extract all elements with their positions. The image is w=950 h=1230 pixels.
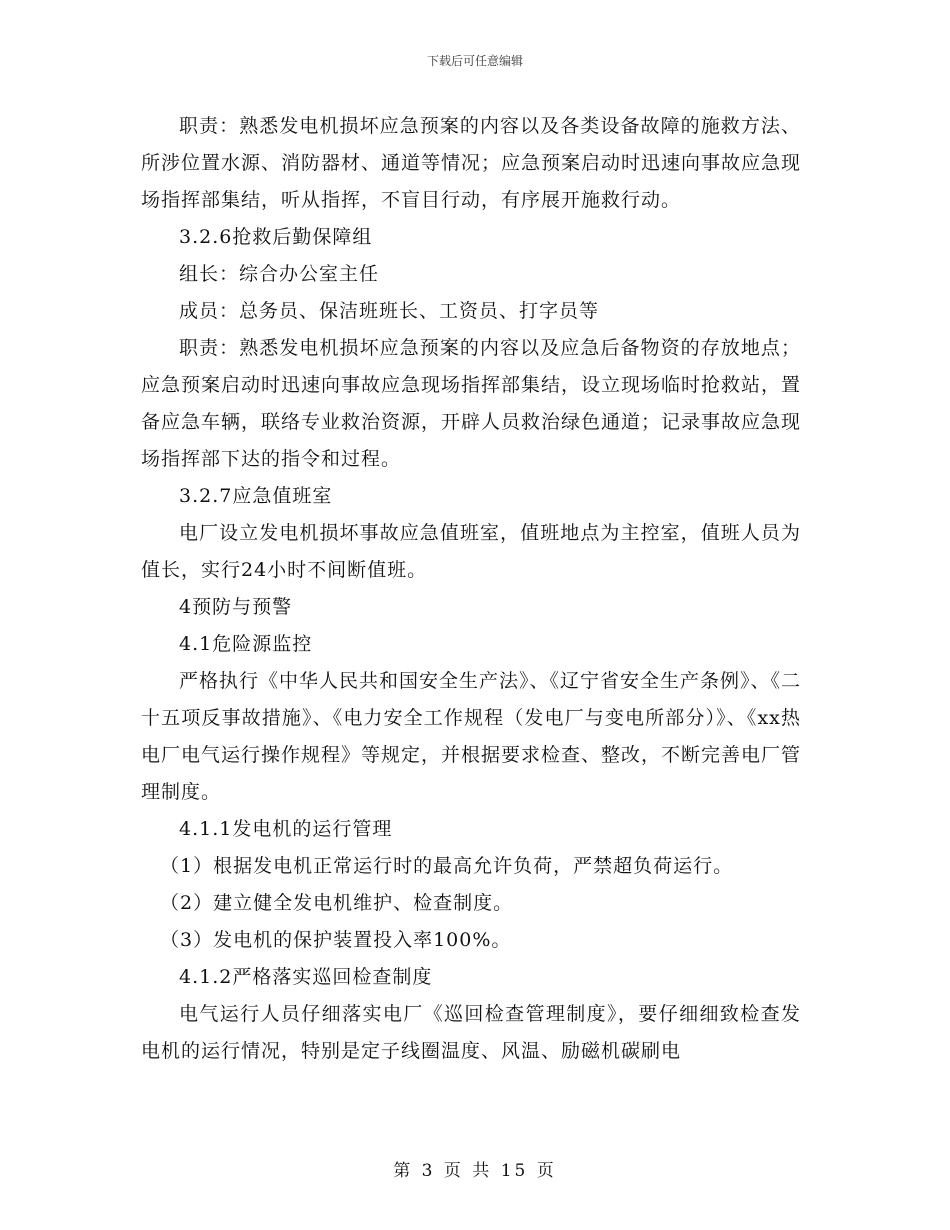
heading-4-1-1: 4.1.1发电机的运行管理 — [179, 818, 393, 840]
page-header: 下载后可任意编辑 — [426, 54, 523, 68]
paragraph-regulations: 严格执行《中华人民共和国安全生产法》、《辽宁省安全生产条例》、《二十五项反事故措施》、《电力安全工作规程（发电厂与变电所部分）》、《xx热电厂电气运行操作规程》等规定，并根据要求检查、整改，不断完善电厂管理制度。 — [141, 670, 802, 803]
paragraph-duties-rescue: 职责：熟悉发电机损坏应急预案的内容以及各类设备故障的施救方法、所涉位置水源、消防器材、通道等情况；应急预案启动时迅速向事故应急现场指挥部集结，听从指挥，不盲目行动，有序展开施救行动。 — [141, 115, 802, 211]
list-item-3: （3）发电机的保护装置投入率100%。 — [160, 929, 512, 951]
document-body — [141, 108, 801, 1070]
heading-4-1-2: 4.1.2严格落实巡回检查制度 — [179, 966, 433, 988]
paragraph-members: 成员：总务员、保洁班班长、工资员、打字员等 — [179, 300, 600, 322]
heading-4-1: 4.1危险源监控 — [179, 633, 313, 655]
paragraph-team-leader: 组长：综合办公室主任 — [179, 263, 380, 285]
list-item-1: （1）根据发电机正常运行时的最高允许负荷，严禁超负荷运行。 — [160, 855, 734, 877]
page-footer: 第 3 页 共 15 页 — [393, 1161, 557, 1181]
heading-4: 4预防与预警 — [179, 596, 293, 618]
paragraph-duty-room: 电厂设立发电机损坏事故应急值班室，值班地点为主控室，值班人员为值长，实行24小时不间断值班。 — [141, 522, 801, 581]
paragraph-duties-logistics: 职责：熟悉发电机损坏应急预案的内容以及应急后备物资的存放地点；应急预案启动时迅速向事故应急现场指挥部集结，设立现场临时抢救站，置备应急车辆，联络专业救治资源，开辟人员救治绿色通道；记录事故应急现场指挥部下达的指令和过程。 — [141, 337, 802, 470]
heading-3-2-6: 3.2.6抢救后勤保障组 — [179, 226, 373, 248]
heading-3-2-7: 3.2.7应急值班室 — [179, 485, 333, 507]
list-item-2: （2）建立健全发电机维护、检查制度。 — [160, 892, 514, 914]
paragraph-inspection: 电气运行人员仔细落实电厂《巡回检查管理制度》，要仔细细致检查发电机的运行情况，特别是定子线圈温度、风温、励磁机碳刷电 — [141, 1003, 801, 1062]
